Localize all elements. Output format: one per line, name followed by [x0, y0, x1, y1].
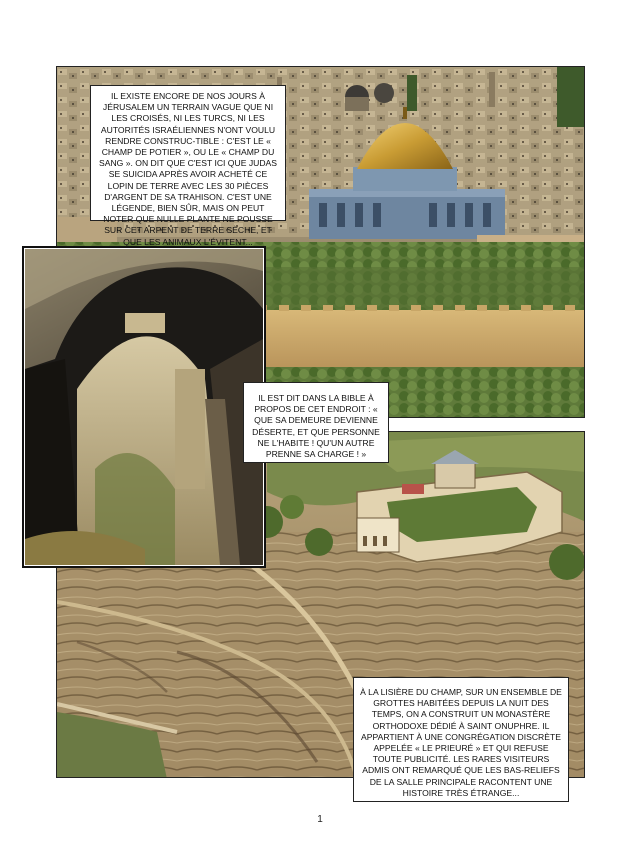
caption-monastery	[353, 677, 569, 802]
caption-bible-quote-text: IL EST DIT DANS LA BIBLE À PROPOS DE CET ENDROIT : « QUE SA DEMEURE DEVIENNE DÉSERTE, ET QUE PERSONNE NE L'HABITE ! QU'UN AUTRE PRENNE SA CHARGE ! »	[252, 393, 380, 460]
panel-stone-arch	[22, 246, 266, 568]
page-number: 1	[317, 814, 323, 825]
caption-monastery-text: À LA LISIÈRE DU CHAMP, SUR UN ENSEMBLE DE GROTTES HABITÉES DEPUIS LA NUIT DES TEMPS, ON A CONSTRUIT UN MONASTÈRE ORTHODOXE DÉDIÉ À SAINT ONUPHRE. IL APPARTIENT À UNE CONGRÉGATION DISCRÈTE APPELÉE « LE PRIEURÉ » ET QUI REFUSE TOUTE PUBLICITÉ. LES RARES VISITEURS ADMIS ONT REMARQUÉ QUE LES BAS-RELIEFS DE LA SALLE PRINCIPALE RACONTENT UNE HISTOIRE TRÈS ÉTRANGE...	[360, 687, 562, 798]
arch-illustration	[25, 249, 263, 565]
caption-potters-field	[90, 85, 286, 247]
caption-bible-quote	[243, 382, 389, 463]
caption-potters-field-text: IL EXISTE ENCORE DE NOS JOURS À JÉRUSALEM UN TERRAIN VAGUE QUE NI LES CROISÉS, NI LES TURCS, NI LES AUTORITÉS ISRAÉLIENNES N'ONT VOULU RENDRE CONSTRUC-TIBLE : C'EST LE « CHAMP DE POTIER », OU LE « CHAMP DU SANG ». ON DIT QUE C'EST ICI QUE JUDAS SE SUICIDA APRÈS AVOIR ACHETÉ CE LOPIN DE TERRE AVEC LES 30 PIÈCES D'ARGENT DE SA TRAHISON. C'EST UNE LÉGENDE, BIEN SÛR, MAIS ON PEUT NOTER QUE NULLE PLANTE NE POUSSE SUR CET ARPENT DE TERRE SÈCHE, ET QUE LES ANIMAUX L'ÉVITENT...	[98, 91, 277, 247]
